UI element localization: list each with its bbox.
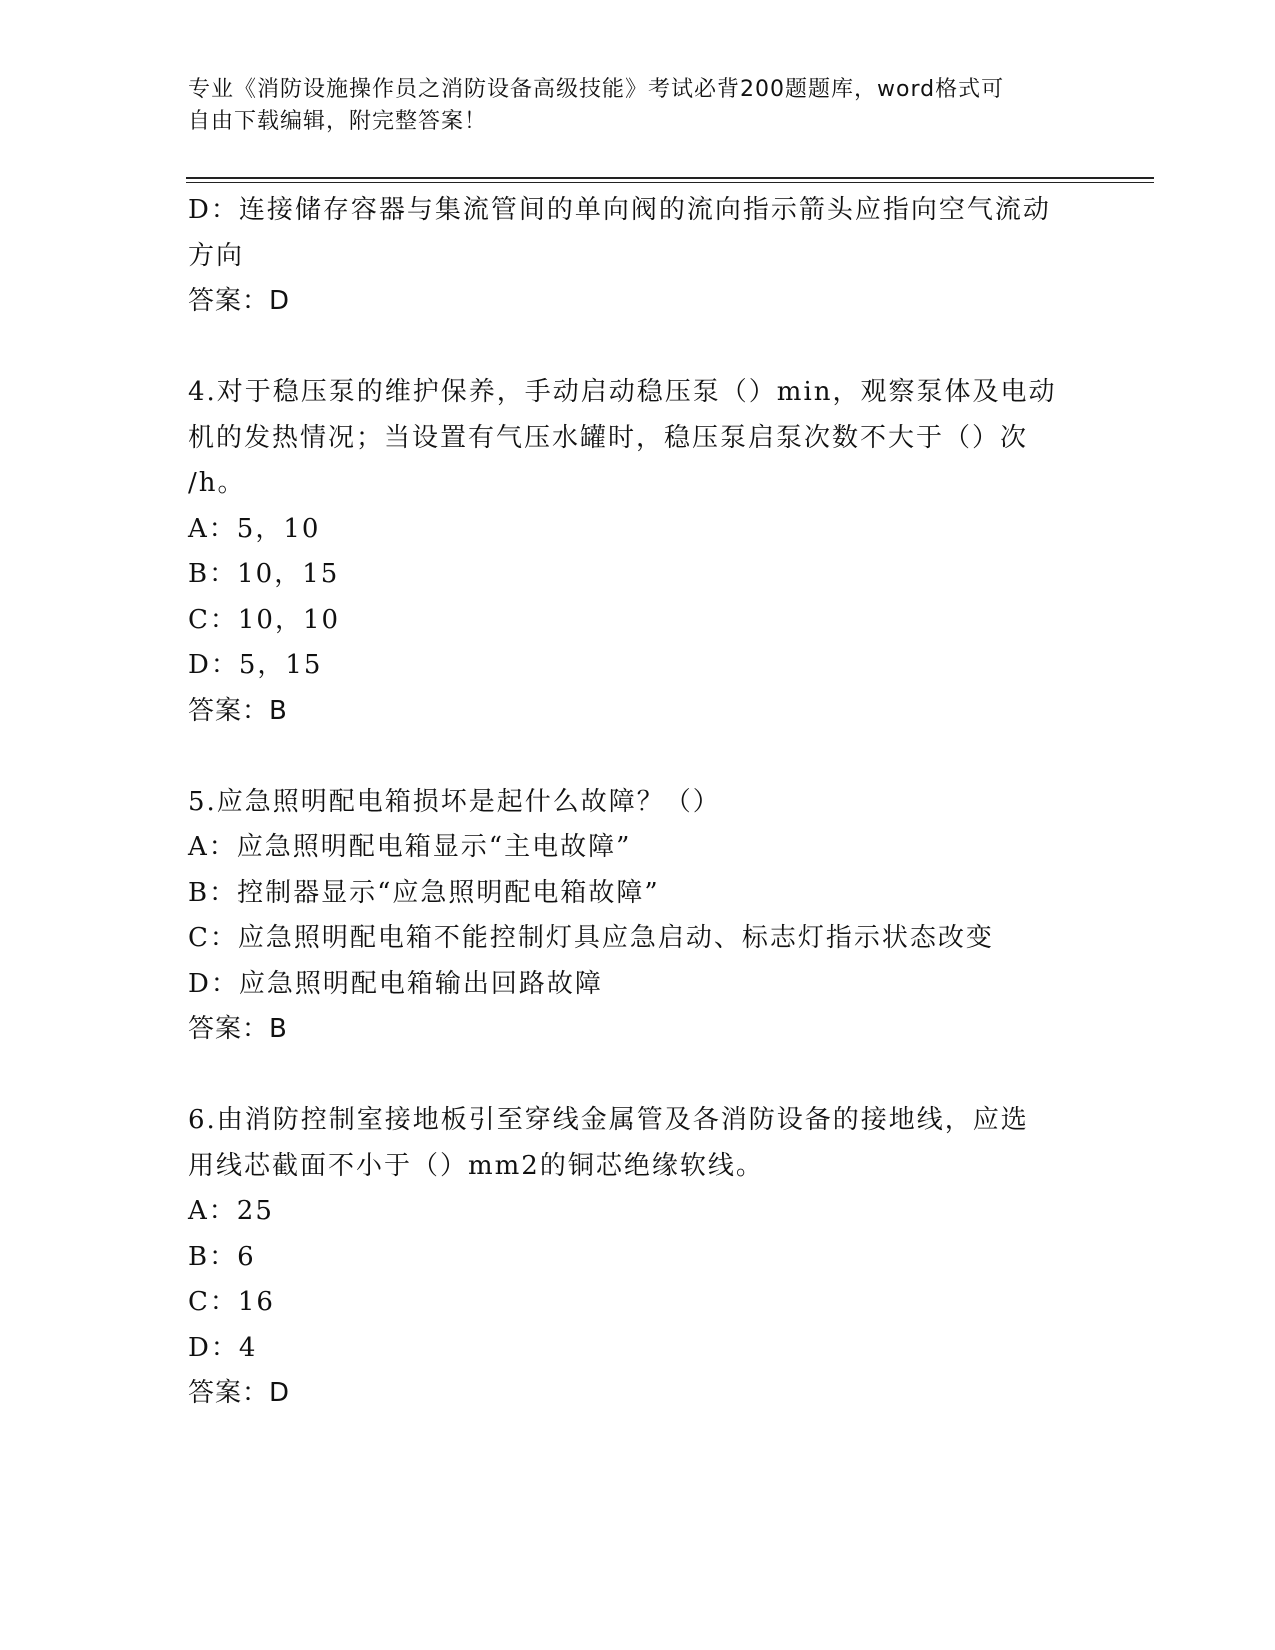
question-stem-line: /h。 — [188, 468, 246, 498]
document-header — [188, 74, 1088, 138]
question-3-tail — [188, 188, 1088, 325]
answer: 答案：B — [188, 1014, 288, 1044]
spacer — [188, 734, 1088, 780]
answer: 答案：B — [188, 695, 288, 726]
option-b: B：控制器显示“应急照明配电箱故障” — [188, 877, 660, 908]
header-line-1: 专业《消防设施操作员之消防设备高级技能》考试必背200题题库，word格式可 — [188, 77, 1005, 102]
option-d: D：4 — [188, 1332, 258, 1363]
question-stem-line: 5.应急照明配电箱损坏是起什么故障？（） — [188, 786, 721, 817]
answer: 答案：D — [188, 286, 291, 316]
option-b: B：10，15 — [188, 559, 340, 589]
option-d-line-2: 方向 — [188, 240, 245, 271]
question-stem-line: 6.由消防控制室接地板引至穿线金属管及各消防设备的接地线，应选 — [188, 1105, 1029, 1135]
question-content — [188, 188, 1088, 1417]
answer: 答案：D — [188, 1378, 291, 1408]
question-stem-line: 4.对于稳压泵的维护保养，手动启动稳压泵（）min，观察泵体及电动 — [188, 377, 1057, 407]
spacer — [188, 1053, 1088, 1099]
option-c: C：应急照明配电箱不能控制灯具应急启动、标志灯指示状态改变 — [188, 923, 994, 953]
question-stem-line: 机的发热情况；当设置有气压水罐时，稳压泵启泵次数不大于（）次 — [188, 422, 1029, 453]
spacer — [188, 325, 1088, 371]
header-divider-thick — [186, 177, 1154, 179]
header-divider-thin — [186, 182, 1154, 183]
option-c: C：16 — [188, 1287, 275, 1317]
option-a: A：5，10 — [188, 513, 321, 544]
question-4 — [188, 370, 1088, 734]
option-d: D：应急照明配电箱输出回路故障 — [188, 968, 603, 999]
option-b: B：6 — [188, 1241, 256, 1272]
question-stem-line: 用线芯截面不小于（）mm2的铜芯绝缘软线。 — [188, 1150, 764, 1181]
question-6 — [188, 1098, 1088, 1417]
option-d-line-1: D：连接储存容器与集流管间的单向阀的流向指示箭头应指向空气流动 — [188, 195, 1051, 225]
question-5 — [188, 780, 1088, 1053]
option-d: D：5，15 — [188, 650, 323, 680]
option-a: A：应急照明配电箱显示“主电故障” — [188, 832, 632, 862]
option-c: C：10，10 — [188, 604, 341, 635]
header-line-2: 自由下载编辑，附完整答案！ — [188, 109, 488, 134]
option-a: A：25 — [188, 1196, 274, 1226]
